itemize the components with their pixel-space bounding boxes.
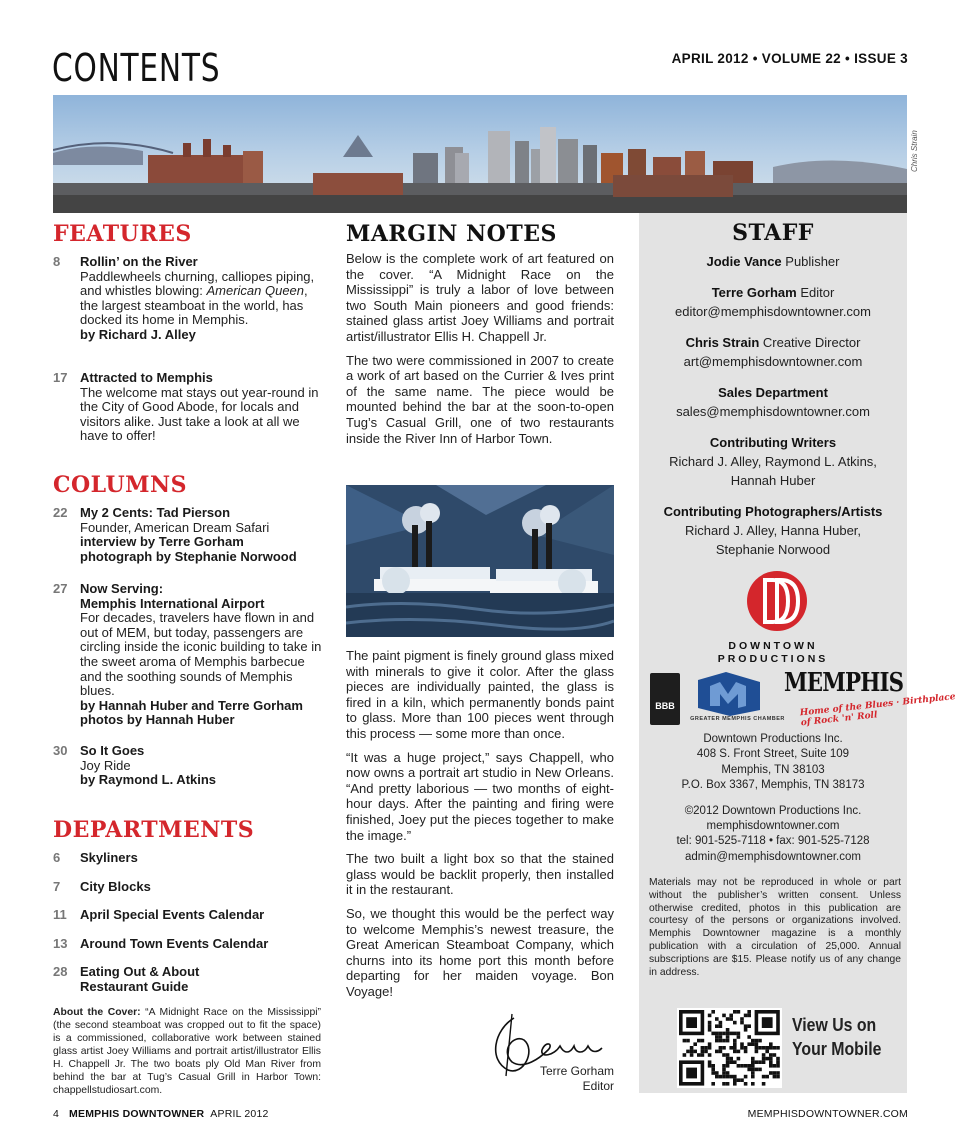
entry-title-line2: Memphis International Airport bbox=[80, 595, 265, 611]
staff-heading: STAFF bbox=[732, 220, 814, 246]
department-entry[interactable] bbox=[53, 937, 328, 952]
entry-title: So It Goes bbox=[80, 743, 145, 758]
entry-byline: by Richard J. Alley bbox=[80, 326, 196, 342]
paragraph: The two built a light box so that the stained glass would be backlit properly, then installed it in the restaurant. bbox=[346, 851, 614, 898]
downtown-productions-logo-icon bbox=[744, 568, 810, 634]
signature-name: Terre Gorham Editor bbox=[539, 1064, 614, 1093]
entry-description: The welcome mat stays out year-round in the City of Good Abode, for locals and visitors alike. Just take a look at all we have to offer! bbox=[80, 384, 319, 444]
admin-email-link[interactable]: admin@memphisdowntowner.com bbox=[685, 850, 861, 863]
column-entry[interactable] bbox=[53, 506, 328, 564]
greater-memphis-chamber-label: GREATER MEMPHIS CHAMBER bbox=[690, 716, 785, 722]
entry-title: Skyliners bbox=[80, 850, 138, 865]
paragraph: The paint pigment is finely ground glass mixed with minerals to give it color. After the glass pieces are individually painted, the glass is fired in a kiln, which permanently bonds paint to glass. More than 100 pieces went through this process — some more than once. bbox=[346, 648, 614, 741]
department-entry[interactable] bbox=[53, 880, 328, 895]
memphis-logo: MEMPHIS bbox=[784, 668, 904, 698]
page-number: 28 bbox=[53, 964, 68, 979]
qr-code[interactable] bbox=[677, 1008, 782, 1088]
publisher-address: Downtown Productions Inc. 408 S. Front Street, Suite 109 Memphis, TN 38103 P.O. Box 3367, Memphis, TN 38173 ©2012 Downtown Productions Inc. memphisdowntowner.com tel: 901-525-7118 • fax: 901-525-7128 admin@memphisdowntowner.com bbox=[639, 732, 907, 865]
margin-notes-body bbox=[346, 648, 614, 1007]
footer-url[interactable]: MEMPHISDOWNTOWNER.COM bbox=[747, 1108, 908, 1120]
about-the-cover: About the Cover: “A Midnight Race on the Mississippi” (the second steamboat was cropped out to fit the space) is a commissioned, collaborative work between stained glass artist Joey Williams and portrait artist/illustrator Ellis H. Chappell Jr. The two boats ply Old Man River from behind the bar at Tug’s Casual Grill in Harbor Town: chappellstudiosart.com. bbox=[53, 1007, 322, 1096]
website-link[interactable]: memphisdowntowner.com bbox=[706, 820, 840, 833]
page-number: 4 bbox=[53, 1108, 60, 1120]
sales-email-link[interactable]: sales@memphisdowntowner.com bbox=[676, 404, 870, 419]
entry-title-line2: Restaurant Guide bbox=[80, 978, 189, 994]
paragraph: Below is the complete work of art featured on the cover. “A Midnight Race on the Mississippi” is truly a labor of love between two South Main pioneers and good friends: stained glass artist Joey Williams and portrait artist/illustrator Ellis H. Chappell Jr. bbox=[346, 251, 614, 344]
bbb-accredited-logo: BBB bbox=[650, 673, 680, 725]
staff-list: Jodie Vance Publisher Terre Gorham Editor editor@memphisdowntowner.com Chris Strain Creative Director art@memphisdowntowner.com Sales Department sales@memphisdowntowner.com Contributing Writers Richard J. Alley, Raymond L. Atkins, Hannah Huber Contributing Photographers/Artists Richard J. Alley, Hanna Huber, Stephanie Norwood bbox=[639, 252, 907, 571]
skyline-photo bbox=[53, 95, 907, 213]
entry-title: City Blocks bbox=[80, 879, 151, 894]
legal-notice: Materials may not be reproduced in whole or part without the publisher’s written consent. Unless otherwise credited, photos in this publication are courtesy of the persons or organizations involved. Memphis Downtowner magazine is a monthly publication with a circulation of 25,000. Annual subscriptions are $15. Please notify us of any change in address. bbox=[649, 877, 901, 978]
page-number: 7 bbox=[53, 879, 61, 894]
department-entry[interactable] bbox=[53, 908, 328, 923]
art-email-link[interactable]: art@memphisdowntowner.com bbox=[683, 354, 863, 369]
view-on-mobile-label: View Us on Your Mobile bbox=[792, 1015, 882, 1059]
skyline-illustration bbox=[53, 95, 907, 213]
entry-title: Rollin’ on the River bbox=[80, 254, 198, 269]
entry-title: Attracted to Memphis bbox=[80, 370, 213, 385]
department-entry[interactable] bbox=[53, 851, 328, 866]
memphis-tagline: Home of the Blues · Birthplace of Rock 'n' Roll bbox=[799, 692, 957, 729]
entry-description: Paddlewheels churning, calliopes piping, and whistles blowing: American Queen, the largest steamboat in the world, has docked its home in Memphis. bbox=[80, 268, 315, 328]
departments-heading: DEPARTMENTS bbox=[53, 817, 255, 843]
page-title: CONTENTS bbox=[52, 46, 221, 90]
entry-description: Founder, American Dream Safari bbox=[80, 519, 270, 535]
downtown-productions-wordmark: DOWNTOWN PRODUCTIONS bbox=[717, 640, 829, 665]
entry-byline: interview by Terre Gorham bbox=[80, 534, 244, 550]
margin-notes-intro bbox=[346, 251, 614, 454]
entry-byline: by Hannah Huber and Terre Gorham bbox=[80, 697, 303, 713]
page-number: 11 bbox=[53, 907, 67, 922]
stained-glass-artwork bbox=[346, 485, 614, 637]
editor-email-link[interactable]: editor@memphisdowntowner.com bbox=[674, 304, 871, 319]
footer-folio: 4 MEMPHIS DOWNTOWNER APRIL 2012 bbox=[53, 1108, 269, 1120]
column-entry[interactable] bbox=[53, 744, 328, 788]
page-number: 17 bbox=[53, 370, 68, 385]
issue-line: APRIL 2012 • VOLUME 22 • ISSUE 3 bbox=[671, 51, 908, 66]
feature-entry[interactable] bbox=[53, 255, 328, 343]
entry-photo-credit: photos by Hannah Huber bbox=[80, 712, 235, 728]
photo-credit: Chris Strain bbox=[910, 130, 919, 172]
margin-notes-heading: MARGIN NOTES bbox=[346, 221, 557, 247]
entry-description: Joy Ride bbox=[80, 757, 131, 773]
paragraph: The two were commissioned in 2007 to create a work of art based on the Currier & Ives print of the same name. The piece would be mounted behind the bar at the soon-to-open Tug’s Casual Grill, one of two restaurants inside the River Inn of Harbor Town. bbox=[346, 352, 614, 446]
page-number: 8 bbox=[53, 254, 61, 269]
entry-title: Around Town Events Calendar bbox=[80, 936, 269, 951]
paragraph: “It was a huge project,” says Chappell, who now owns a portrait art studio in New Orleans. “And pretty laborious — two months of eight-hour days. After the painting and firing were finished, Joey put the pieces together to make the image.” bbox=[346, 749, 614, 843]
page-number: 6 bbox=[53, 850, 61, 865]
department-entry[interactable] bbox=[53, 965, 328, 994]
entry-title: Eating Out & About bbox=[80, 964, 200, 979]
page-number: 13 bbox=[53, 936, 68, 951]
entry-byline: by Raymond L. Atkins bbox=[80, 772, 217, 788]
entry-photo-credit: photograph by Stephanie Norwood bbox=[80, 548, 297, 564]
feature-entry[interactable] bbox=[53, 371, 328, 444]
greater-memphis-chamber-logo-icon bbox=[690, 670, 768, 716]
paragraph: So, we thought this would be the perfect way to welcome Memphis’s newest treasure, the Great American Steamboat Company, which churns into its home port this month before departing for her maiden voyage. Bon Voyage! bbox=[346, 905, 614, 999]
column-entry[interactable] bbox=[53, 582, 328, 728]
entry-title: My 2 Cents: Tad Pierson bbox=[80, 505, 231, 520]
entry-description: For decades, travelers have flown in and out of MEM, but today, passengers are circling inside the iconic building to take in the sweet aroma of Memphis barbecue and the soothing sounds of Memphis blues. bbox=[80, 610, 322, 699]
entry-title: April Special Events Calendar bbox=[80, 907, 265, 922]
page-number: 27 bbox=[53, 581, 68, 596]
entry-title: Now Serving: bbox=[80, 581, 164, 596]
page-number: 30 bbox=[53, 743, 68, 758]
features-heading: FEATURES bbox=[53, 221, 192, 247]
page-number: 22 bbox=[53, 505, 68, 520]
columns-heading: COLUMNS bbox=[53, 472, 187, 498]
